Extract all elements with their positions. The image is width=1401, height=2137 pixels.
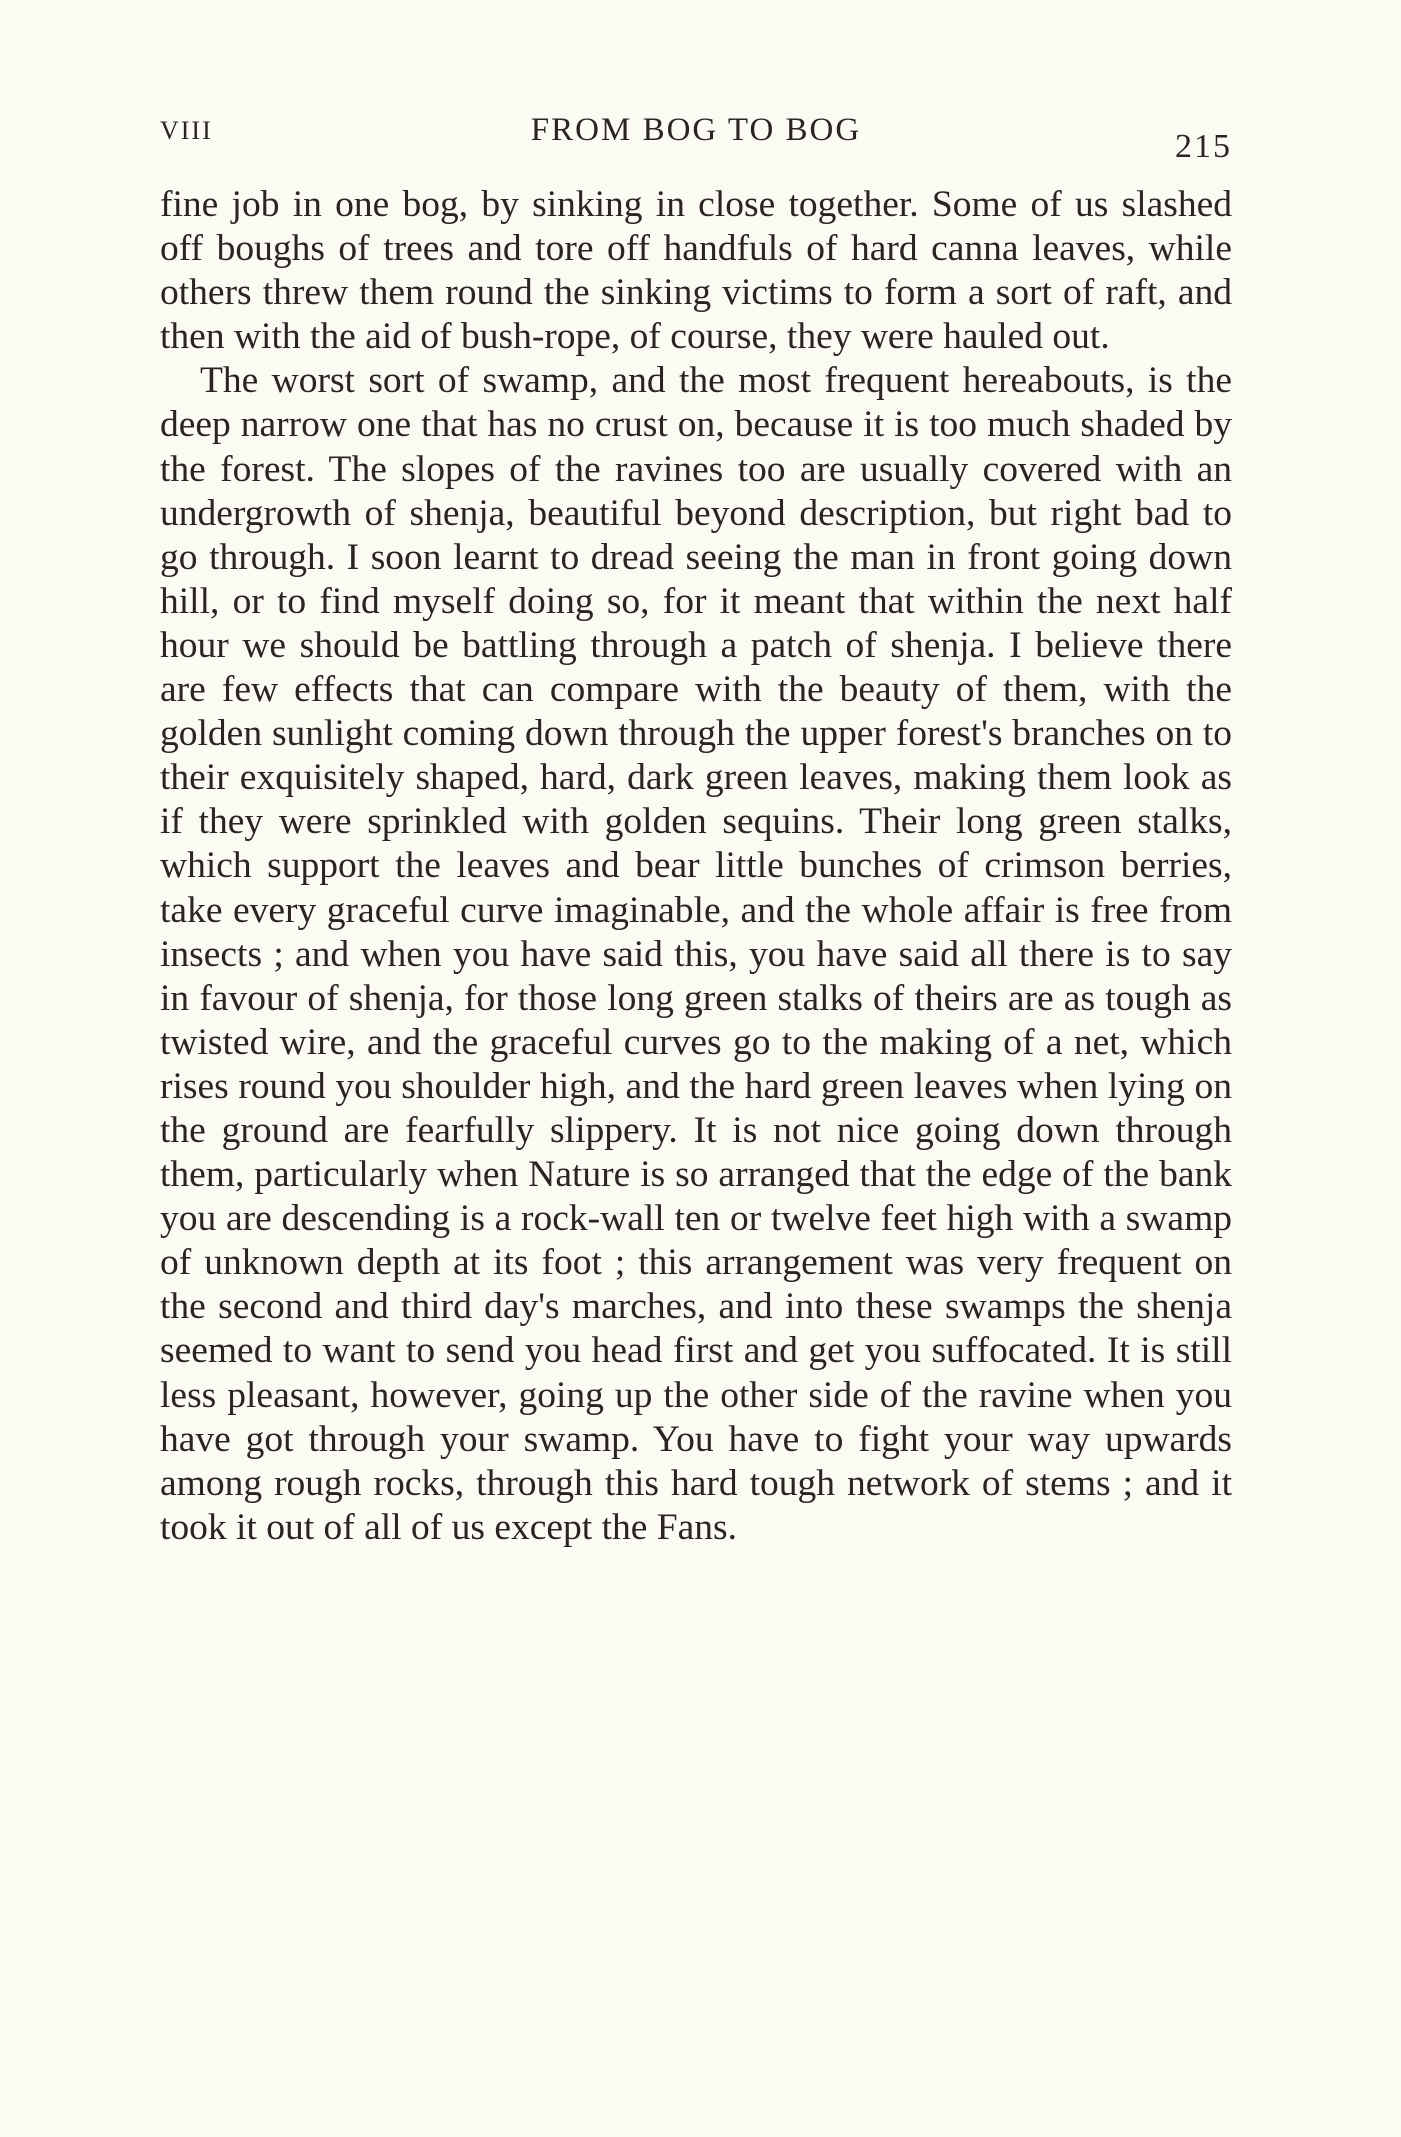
page-number: 215 xyxy=(1175,128,1232,165)
paragraph: The worst sort of swamp, and the most frequent hereabouts, is the deep narrow one that has no crust on, because it is too much shaded by the forest. The slopes of the ravines too are usually covered with an undergrowth of shenja, beautiful beyond description, but right bad to go through. I soon learnt to dread seeing the man in front going down hill, or to find myself doing so, for it meant that within the next half hour we should be battling through a patch of shenja. I believe there are few effects that can compare with the beauty of them, with the golden sunlight coming down through the upper forest's branches on to their exquisitely shaped, hard, dark green leaves, making them look as if they were sprinkled with golden sequins. Their long green stalks, which support the leaves and bear little bunches of crimson berries, take every graceful curve imaginable, and the whole affair is free from insects ; and when you have said this, you have said all there is to say in favour of shenja, for those long green stalks of theirs are as tough as twisted wire, and the graceful curves go to the making of a net, which rises round you shoulder high, and the hard green leaves when lying on the ground are fearfully slippery. It is not nice going down through them, particularly when Nature is so arranged that the edge of the bank you are descending is a rock-wall ten or twelve feet high with a swamp of unknown depth at its foot ; this arrangement was very frequent on the second and third day's marches, and into these swamps the shenja seemed to want to send you head first and get you suffocated. It is still less pleasant, however, going up the other side of the ravine when you have got through your swamp. You have to fight your way upwards among rough rocks, through this hard tough network of stems ; and it took it out of all of us except the Fans. xyxy=(160,360,1232,1548)
chapter-number: VIII xyxy=(160,116,213,145)
body-text xyxy=(160,183,1232,1550)
chapter-title: FROM BOG TO BOG xyxy=(530,112,862,148)
running-head xyxy=(160,112,1232,165)
paragraph-continued: fine job in one bog, by sinking in close together. Some of us slashed off boughs of trees and tore off handfuls of hard canna leaves, while others threw them round the sinking victims to form a sort of raft, and then with the aid of bush-rope, of course, they were hauled out. xyxy=(160,184,1232,358)
